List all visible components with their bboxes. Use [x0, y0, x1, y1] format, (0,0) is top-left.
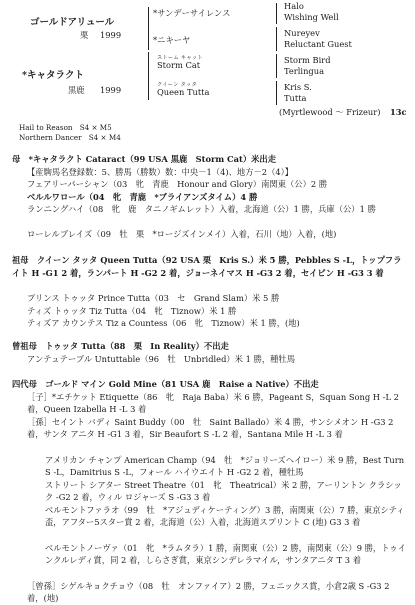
- bracket-sire: [148, 7, 149, 50]
- dam-foal-3: ランニングハイ（08 牝 鹿 タニノギムレット）入着，北海道（公）1 勝，兵庫（公）1 勝: [27, 204, 376, 215]
- g3-tutta: Tutta: [284, 93, 307, 103]
- bracket-dam: [148, 52, 149, 100]
- bracket-g3-3: [276, 54, 277, 78]
- g3-wishing-well: Wishing Well: [284, 12, 339, 22]
- dam-stats: 【産駒馬名登録数：5、勝馬（勝数）数：中央－1（4)、地方－2（4）】: [27, 166, 294, 177]
- dam-line: *キャタラクト Cataract（99 USA 黒鹿 Storm Cat）米出走: [28, 154, 277, 164]
- dam-dam: Queen Tutta: [157, 87, 210, 97]
- granddam-line: クイーン タッタ Queen Tutta（92 USA 栗 Kris S.）米 5 勝，Pebbles S -L，トップフライト H -G1 2 着，ランパート H -G2 2 着，ジョーネイマス H -G3 2 着，セイビン H -G3 3 着: [12, 255, 402, 278]
- dam-color: 黒鹿: [68, 85, 85, 95]
- granddam-section: [12, 254, 407, 330]
- g4-grandchild-4: ベルモントファラオ（99 牡 *アジュディケーティング）3 勝，南関東（公）7 勝，東京シティ盃，アフター5スター賞 2 着，北海道（公）入着，北海道スプリント C (地) G3 3 着: [45, 504, 405, 528]
- bracket-g3-2: [276, 27, 277, 51]
- sire-sire: *サンデーサイレンス: [153, 8, 231, 18]
- dam-year: 1999: [100, 85, 122, 95]
- g4-grandchild-1: ［孫］セイント バディ Saint Buddy（00 牡 Saint Ballado）米 4 勝，サンシメオン H -G3 2 着，サンタ アニタ H -G1 3 着，Sir Beaufort S -L 2 着，Santana Mile H -L 3 着: [27, 416, 394, 440]
- g3-halo: Halo: [284, 1, 304, 11]
- granddam-foal-1: プリンス トゥッタ Prince Tutta（03 セ Grand Slam）米 5 勝: [27, 293, 280, 303]
- g4-grandchild-5: ベルモントノーヴァ（01 牝 *ラムタラ）1 勝，南関東（公）2 勝，南関東（公）9 勝，トゥインクルレディ賞，同 2 着，しらさぎ賞，東京シンデレラマイル，サンタアニタ T 3 着: [45, 542, 406, 566]
- g3-nureyev: Nureyev: [284, 28, 320, 38]
- g3-terlingua: Terlingua: [284, 66, 325, 76]
- dam-foal-4: ローレルブレイズ（09 牡 栗 *ロージズインメイ）入着，石川（地）入着，(地): [27, 229, 337, 240]
- g-granddam-section: [12, 340, 407, 365]
- family-number: 13c: [390, 107, 407, 117]
- g-granddam-heading: 曾祖母: [12, 341, 37, 351]
- family-note: (Myrtlewood ～ Frizeur): [279, 107, 381, 117]
- g-granddam-foal-1: アンテュテーブル Untuttable（96 牡 Unbridled）米 1 勝，種牡馬: [27, 353, 296, 364]
- granddam-heading: 祖母: [12, 255, 29, 265]
- dam-dam-kana: クイーン タッタ: [157, 82, 197, 88]
- g4-child: ［子］*エチケット Etiquette（86 牝 Raja Baba）米 6 勝，Pageant S，Squan Song H -L 2 着，Queen Izabella H -L 3 着: [27, 391, 399, 415]
- dam-heading: 母: [12, 154, 21, 164]
- g4-section: [12, 378, 407, 605]
- g3-storm-bird: Storm Bird: [284, 55, 331, 65]
- g3-kris-s: Kris S.: [284, 82, 312, 92]
- sire-year: 1999: [100, 30, 122, 40]
- g4-grandchild-3: ストリート シアター Street Theatre（01 牝 Theatrical）米 2 勝，アーリントン クラシック -G2 2 着，ウィル ロジャーズ S -G3 3 着: [45, 479, 402, 503]
- g4-grandchild-2: アメリカン チャンプ American Champ（94 牡 *ジョリーズヘイロー）米 9 勝，Best Turn S -L，Damitrius S -L，フォール ハイウエイト H -G2 2 着，種牡馬: [45, 454, 405, 478]
- g-granddam-line: トゥッタ Tutta（88 栗 In Reality）不出走: [45, 341, 229, 351]
- dam-foal-2: ベルルワロール（04 牝 青鹿 *ブライアンズタイム）4 勝: [27, 191, 258, 202]
- dam-sire-kana: ストーム キャット: [157, 55, 203, 61]
- g4-great-grandchild: ［曾孫］シゲルキョクチョウ（08 牡 オンファイア）2 勝，フェニックス賞，小倉2歳 S -G3 2 着，(地): [27, 580, 390, 604]
- sire-name: ゴールドアリュール: [30, 17, 115, 28]
- sire-dam: *ニキーヤ: [153, 35, 191, 45]
- inbreeding-2: Northern Dancer S4 × M4: [19, 133, 121, 142]
- dam-foal-1: フェアリーパーシャン（03 牝 青鹿 Honour and Glory）南関東（公）2 勝: [27, 179, 328, 190]
- dam-sire: Storm Cat: [157, 60, 201, 70]
- g4-heading: 四代母: [12, 379, 37, 389]
- bracket-g3-4: [276, 81, 277, 105]
- g4-line: ゴールド マイン Gold Mine（81 USA 鹿 Raise a Native）不出走: [45, 379, 319, 389]
- sire-color: 栗: [80, 30, 89, 40]
- bracket-g3-1: [276, 3, 277, 24]
- granddam-foal-2: ティズ トゥッタ Tiz Tutta（04 牝 Tiznow）米 1 勝: [27, 305, 237, 316]
- g3-reluctant-guest: Reluctant Guest: [284, 39, 352, 49]
- dam-name: *キャタラクト: [22, 70, 84, 81]
- granddam-foal-3: ティズア カウンテス Tiz a Countess（06 牝 Tiznow）米 1 勝，(地): [27, 318, 300, 329]
- inbreeding-1: Hail to Reason S4 × M5: [19, 123, 112, 132]
- dam-section: [12, 153, 407, 241]
